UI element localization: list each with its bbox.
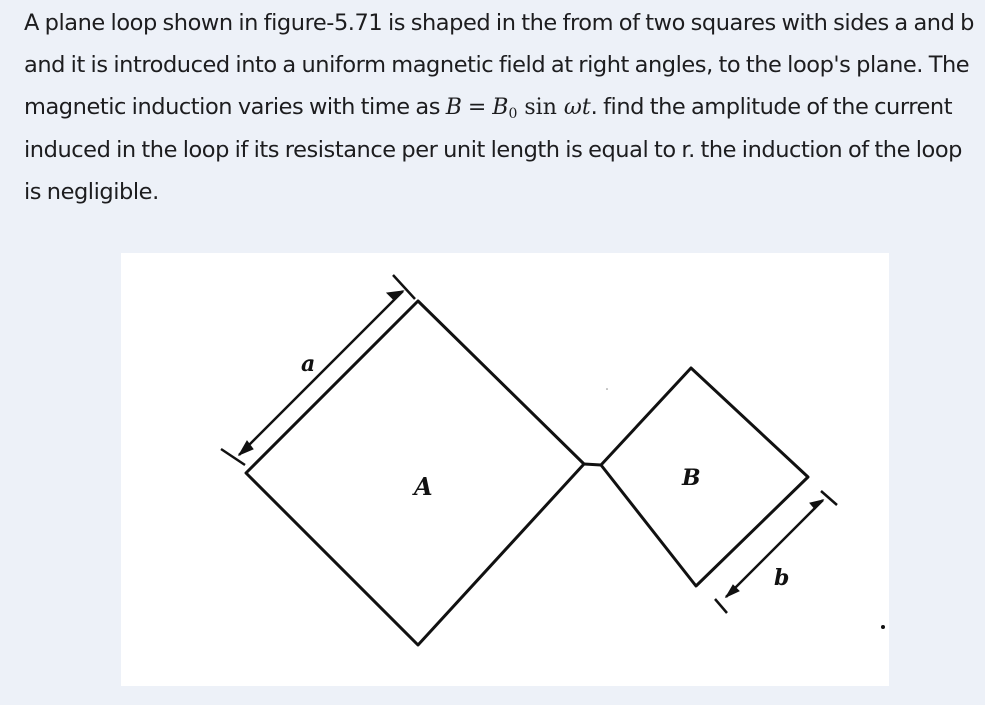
junction-wire bbox=[584, 464, 601, 465]
label-square-a: A bbox=[414, 472, 433, 501]
scan-speck bbox=[606, 388, 608, 390]
magnetic-induction-formula bbox=[446, 95, 591, 120]
square-b bbox=[601, 368, 808, 586]
label-side-a: a bbox=[301, 351, 316, 377]
formula-omega-t: ωt bbox=[563, 95, 591, 120]
question-text-before: A plane loop shown in figure-5.71 is shaped in the from of two squares with sides a and b and it is introduced into a uniform magnetic field at right angles, to the loop's plane. The magnetic induction varies with time as bbox=[24, 10, 974, 120]
formula-b0: B bbox=[492, 95, 509, 120]
question-text-after: . find the amplitude of the current induced in the loop if its resistance per unit length is equal to r. the induction of the loop is negligible. bbox=[24, 94, 962, 205]
formula-equals: = bbox=[467, 95, 487, 120]
question-text bbox=[24, 2, 982, 213]
dimension-a bbox=[221, 275, 415, 465]
figure-two-square-loop bbox=[121, 253, 889, 686]
formula-sin: sin bbox=[524, 95, 557, 120]
scan-speck bbox=[881, 625, 885, 629]
question-paragraph bbox=[24, 2, 982, 213]
formula-b0-subscript: 0 bbox=[508, 106, 518, 122]
label-side-b: b bbox=[774, 565, 790, 591]
formula-lhs: B bbox=[445, 95, 462, 120]
loop-diagram bbox=[121, 253, 889, 686]
label-square-b: B bbox=[682, 465, 701, 491]
